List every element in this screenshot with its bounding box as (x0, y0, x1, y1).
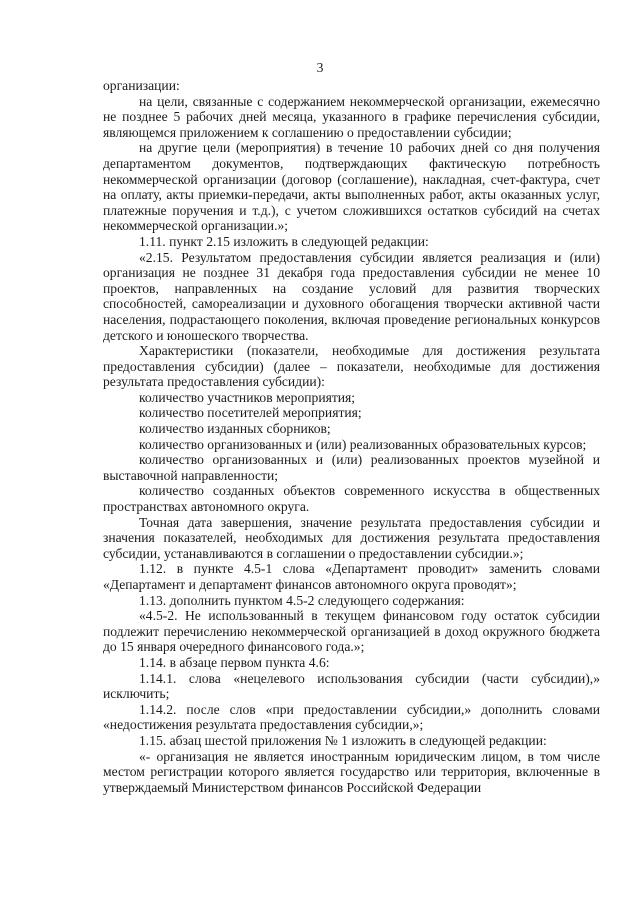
paragraph: 1.14. в абзаце первом пункта 4.6: (139, 654, 330, 670)
paragraph: количество участников мероприятия; (139, 389, 356, 405)
paragraph: Характеристики (показатели, необходимые для достижения результата предоставления субсидии) (далее – показатели, необходимые для достижения результата предоставления субсидии): (103, 343, 600, 390)
paragraph: «- организация не является иностранным юридическим лицом, в том числе местом регистрации которого является государство или территория, включенные в утверждаемый Министерством финансов Российской Федерации (103, 748, 600, 795)
paragraph: 1.14.1. слова «нецелевого использования субсидии (части субсидии),» исключить; (103, 670, 600, 702)
paragraph: количество созданных объектов современного искусства в общественных пространствах автономного округа. (103, 483, 600, 515)
paragraph: на другие цели (мероприятия) в течение 10 рабочих дней со дня получения департаментом документов, подтверждающих фактическую потребность некоммерческой организации (договор (соглашение), накладная, счет-фактура, счет на оплату, акты приемки-передачи, акты выполненных работ, акты оказанных услуг, платежные поручения и т.д.), с учетом сложившихся остатков субсидий на счетах некоммерческой организации.»; (103, 140, 600, 234)
paragraph: 1.15. абзац шестой приложения № 1 изложить в следующей редакции: (139, 732, 547, 748)
paragraph: «4.5-2. Не использованный в текущем финансовом году остаток субсидии подлежит перечислению некоммерческой организацией в доход окружного бюджета до 15 января очередного финансового года.»; (103, 608, 600, 655)
document-body (103, 78, 600, 795)
paragraph: количество посетителей мероприятия; (139, 405, 362, 421)
paragraph: Точная дата завершения, значение результата предоставления субсидии и значения показателей, необходимых для достижения результата предоставления субсидии, устанавливаются в соглашении о предоставлении субсидии.»; (103, 514, 600, 561)
paragraph: 1.13. дополнить пунктом 4.5-2 следующего содержания: (139, 592, 465, 608)
paragraph: количество организованных и (или) реализованных образовательных курсов; (139, 436, 587, 452)
paragraph: 1.12. в пункте 4.5-1 слова «Департамент проводит» заменить словами «Департамент и департамент финансов автономного округа проводят»; (103, 561, 600, 592)
paragraph: 1.11. пункт 2.15 изложить в следующей редакции: (139, 233, 429, 249)
paragraph: на цели, связанные с содержанием некоммерческой организации, ежемесячно не позднее 5 рабочих дней месяца, указанного в графике перечисления субсидии, являющемся приложением к соглашению о предоставлении субсидии; (103, 93, 600, 140)
paragraph: количество организованных и (или) реализованных проектов музейной и выставочной направленности; (103, 452, 600, 483)
paragraph: организации: (103, 78, 180, 93)
paragraph: количество изданных сборников; (139, 421, 331, 437)
paragraph: 1.14.2. после слов «при предоставлении субсидии,» дополнить словами «недостижения результата предоставления субсидии,»; (103, 701, 600, 733)
page-number: 3 (316, 60, 324, 75)
paragraph: «2.15. Результатом предоставления субсидии является реализация и (или) организация не позднее 31 декабря года предоставления субсидии не менее 10 проектов, направленных на создание условий для развития творческих способностей, самореализации и духовного обогащения творчески активной части населения, подрастающего поколения, включая проведение региональных конкурсов детского и юношеского творчества. (103, 249, 600, 343)
